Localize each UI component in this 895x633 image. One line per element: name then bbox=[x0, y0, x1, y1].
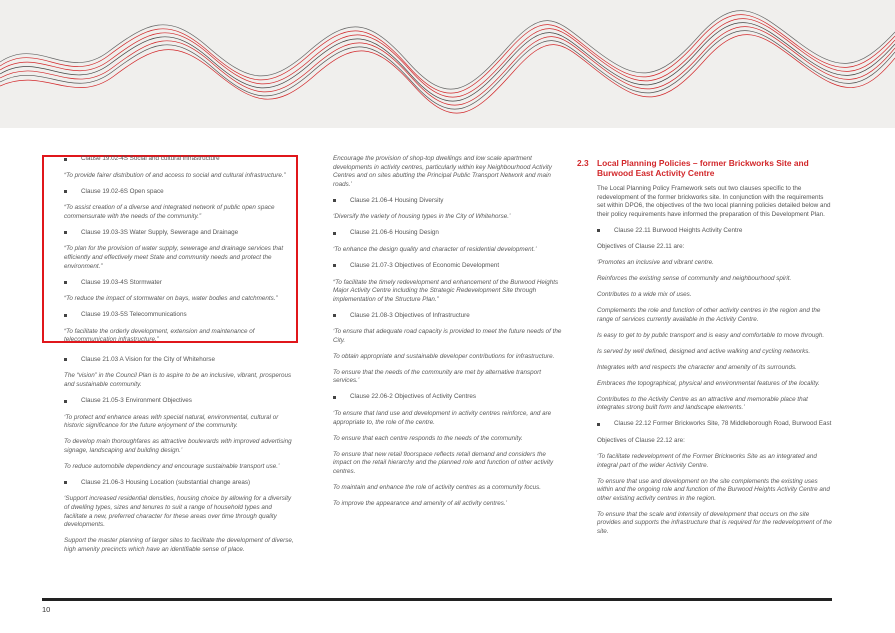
clause-heading: Clause 19.03-4S Stormwater bbox=[64, 279, 296, 288]
clause-heading: Clause 21.05-3 Environment Objectives bbox=[64, 397, 296, 406]
clause-heading: Clause 19.03-3S Water Supply, Sewerage and Drainage bbox=[64, 229, 296, 238]
clause-heading: Clause 21.06-6 Housing Design bbox=[333, 229, 565, 238]
section-title: Local Planning Policies – former Brickworks Site and Burwood East Activity Centre bbox=[597, 158, 809, 179]
clause-text: To develop main thoroughfares as attractive boulevards with improved advertising signage, landscaping and building design.’ bbox=[64, 438, 292, 454]
clause-text: “To provide fairer distribution of and access to social and cultural infrastructure.” bbox=[64, 171, 286, 179]
clause-text: “To assist creation of a diverse and integrated network of public open space commensurate with the needs of the community.” bbox=[64, 204, 275, 220]
clause-text: The “vision” in the Council Plan is to aspire to be an inclusive, vibrant, prosperous and sustainable community. bbox=[64, 372, 292, 389]
clause-text: To reduce automobile dependency and encourage sustainable transport use.’ bbox=[64, 462, 280, 470]
clause-text: ‘To ensure that land use and development in activity centres reinforce, and are appropriate to, the role of the centre. bbox=[333, 410, 552, 426]
page-number: 10 bbox=[42, 605, 51, 614]
clause-text: ‘Diversify the variety of housing types in the City of Whitehorse.’ bbox=[333, 213, 511, 221]
footer-rule bbox=[42, 598, 832, 601]
section-number: 2.3 bbox=[577, 158, 589, 168]
clause-text: ‘To ensure that adequate road capacity is provided to meet the future needs of the City. bbox=[333, 328, 562, 344]
clause-text: ‘Support increased residential densities, housing choice by allowing for a diversity of dwelling types, sizes and tenures to suit a range of household types and facilitate a new, preferred character for these areas over time through quality developments. bbox=[64, 495, 292, 529]
clause-text: “To facilitate the timely redevelopment and enhancement of the Burwood Heights Major Activity Centre including the Strategic Redevelopment Site through implementation of the Structure Plan.” bbox=[333, 278, 559, 303]
clause-text: Embraces the topographical, physical and environmental features of the locality. bbox=[597, 379, 820, 387]
column-left bbox=[64, 155, 296, 562]
clause-heading: Clause 19.03-5S Telecommunications bbox=[64, 311, 296, 320]
clause-text: To obtain appropriate and sustainable developer contributions for infrastructure. bbox=[333, 352, 555, 360]
clause-heading: Clause 21.08-3 Objectives of Infrastructure bbox=[333, 312, 565, 321]
clause-text: Encourage the provision of shop-top dwellings and low scale apartment developments in activity centres, particularly within key Neighbourhood Activity Centres and on sites abutting the Principal Public Transport Network and main roads.’ bbox=[333, 155, 552, 188]
clause-text: To ensure that the scale and intensity of development that occurs on the site provides and supports the infrastructure that is required for the redevelopment of the site. bbox=[597, 510, 832, 535]
clause-text: Support the master planning of larger sites to facilitate the development of diverse, high amenity precincts which have an identifiable sense of place. bbox=[64, 537, 294, 553]
clause-heading: Clause 21.06-4 Housing Diversity bbox=[333, 197, 565, 206]
clause-text: ‘To enhance the design quality and character of residential development.’ bbox=[333, 245, 537, 253]
clause-text: Reinforces the existing sense of community and neighbourhood spirit. bbox=[597, 275, 792, 283]
clause-heading: Clause 21.03 A Vision for the City of Whitehorse bbox=[64, 356, 296, 365]
clause-text: Contributes to the Activity Centre as an attractive and memorable place that integrates strong built form and landscape elements.’ bbox=[597, 395, 808, 412]
clause-text: “To reduce the impact of stormwater on bays, water bodies and catchments.” bbox=[64, 295, 278, 303]
clause-text: Integrates with and respects the character and amenity of its surrounds. bbox=[597, 363, 797, 371]
clause-text: To ensure that the needs of the community are met by alternative transport services.’ bbox=[333, 368, 542, 385]
clause-heading: Clause 22.11 Burwood Heights Activity Centre bbox=[597, 227, 833, 236]
clause-text: “To facilitate the orderly development, extension and maintenance of telecommunication infrastructure.” bbox=[64, 327, 255, 344]
clause-text: To ensure that each centre responds to the needs of the community. bbox=[333, 434, 523, 442]
clause-text: To ensure that use and development on the site complements the existing uses within and the ongoing role and function of the Burwood Heights Activity Centre and other existing activity centres in the region. bbox=[597, 477, 830, 502]
clause-text: ‘To protect and enhance areas with special natural, environmental, cultural or historic significance for the future enjoyment of the community. bbox=[64, 413, 279, 430]
clause-text: To ensure that new retail floorspace reflects retail demand and considers the impact on the retail hierarchy and the planned role and function of other activity centres. bbox=[333, 450, 554, 475]
column-middle bbox=[333, 155, 565, 516]
clause-text: Is served by well defined, designed and active walking and cycling networks. bbox=[597, 347, 811, 355]
clause-heading: Clause 22.06-2 Objectives of Activity Centres bbox=[333, 393, 565, 402]
wavy-contour-lines-graphic bbox=[0, 0, 895, 128]
clause-heading: Clause 22.12 Former Brickworks Site, 78 Middleborough Road, Burwood East bbox=[597, 420, 833, 429]
clause-text: Is easy to get to by public transport and is easy and comfortable to move through. bbox=[597, 331, 825, 339]
clause-heading: Clause 19.02-6S Open space bbox=[64, 188, 296, 197]
intro-paragraph: The Local Planning Policy Framework sets out two clauses specific to the redevelopment of the former brickworks site. In conjunction with the requirements set within DPO6, the objectives of the two local planning policies detailed below and their policy requirements have informed the preparation of this Development Plan. bbox=[597, 185, 831, 218]
clause-text: Contributes to a wide mix of uses. bbox=[597, 291, 692, 299]
clause-text: To improve the appearance and amenity of all activity centres.’ bbox=[333, 499, 508, 507]
clause-text: ‘To facilitate redevelopment of the Former Brickworks Site as an integrated and integral part of the wider Activity Centre. bbox=[597, 452, 817, 469]
clause-text: ‘Promotes an inclusive and vibrant centre. bbox=[597, 259, 714, 267]
clause-heading: Clause 21.07-3 Objectives of Economic Development bbox=[333, 262, 565, 271]
clause-heading: Clause 19.02-4S Social and cultural infrastructure bbox=[64, 155, 296, 164]
clause-text: “To plan for the provision of water supply, sewerage and drainage services that efficiently and effectively meet State and community needs and protect the environment.” bbox=[64, 245, 284, 270]
objectives-label: Objectives of Clause 22.12 are: bbox=[597, 436, 685, 444]
clause-text: Complements the role and function of other activity centres in the region and the range of services currently available in the Activity Centre. bbox=[597, 307, 821, 323]
clause-heading: Clause 21.06-3 Housing Location (substantial change areas) bbox=[64, 479, 296, 488]
column-right bbox=[597, 185, 833, 544]
objectives-label: Objectives of Clause 22.11 are: bbox=[597, 243, 685, 251]
clause-text: To maintain and enhance the role of activity centres as a community focus. bbox=[333, 483, 542, 491]
header-banner bbox=[0, 0, 895, 128]
